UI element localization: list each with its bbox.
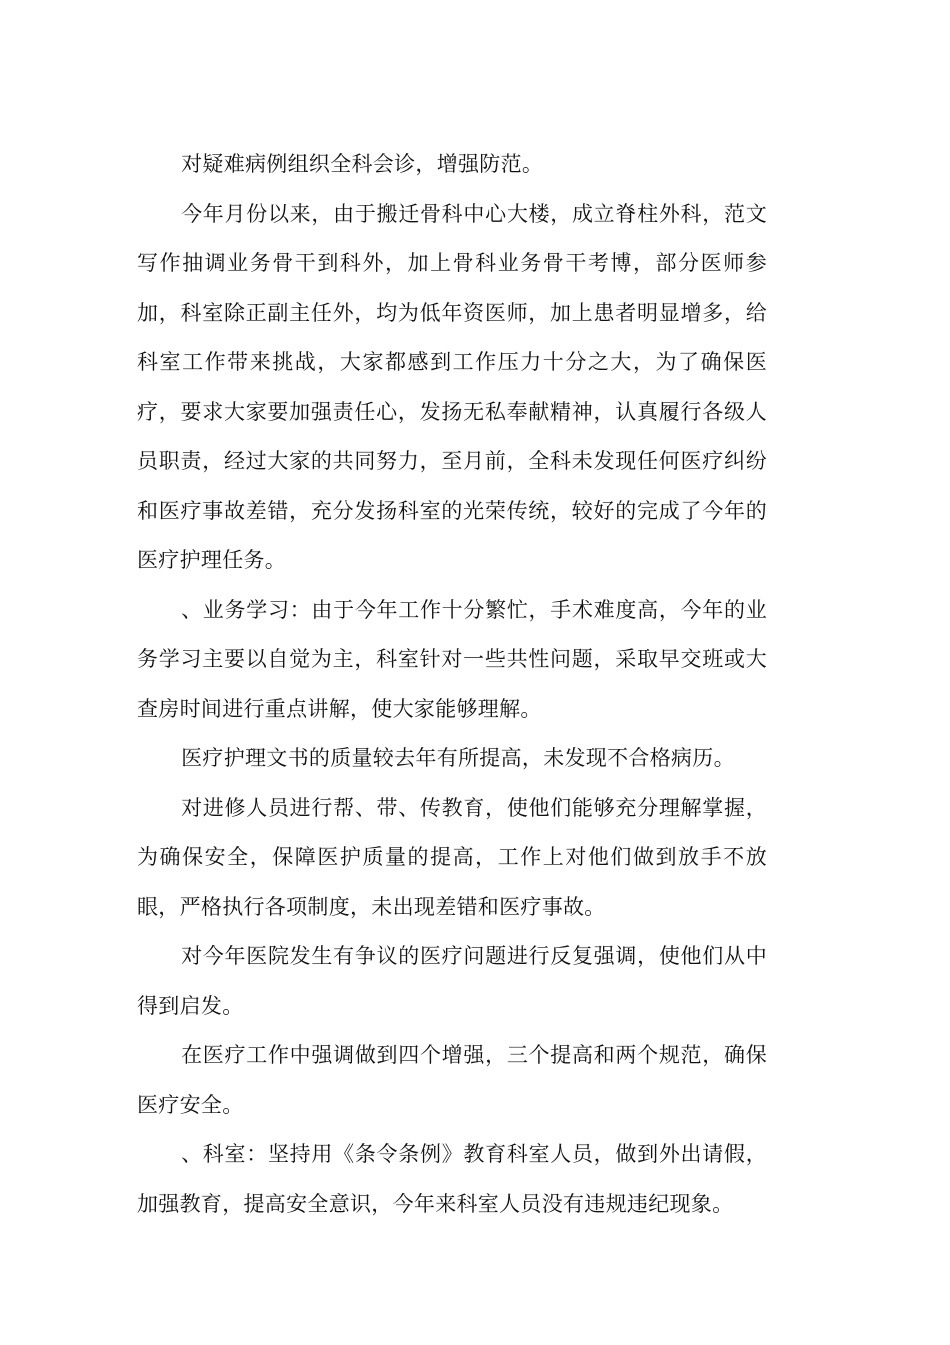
paragraph-trainee-education: 对进修人员进行帮、带、传教育，使他们能够充分理解掌握，为确保安全，保障医护质量的提高，工作上对他们做到放手不放眼，严格执行各项制度，未出现差错和医疗事故。 [137,795,767,919]
paragraph-safety-standards: 在医疗工作中强调做到四个增强，三个提高和两个规范，确保医疗安全。 [137,1043,767,1117]
document-body [137,140,767,1229]
paragraph-staffing-challenges: 今年月份以来，由于搬迁骨科中心大楼，成立脊柱外科，范文写作抽调业务骨干到科外，加上骨科业务骨干考博，部分医师参加，科室除正副主任外，均为低年资医师，加上患者明显增多，给科室工作带来挑战，大家都感到工作压力十分之大，为了确保医疗，要求大家要加强责任心，发扬无私奉献精神，认真履行各级人员职责，经过大家的共同努力，至月前，全科未发现任何医疗纠纷和医疗事故差错，充分发扬科室的光荣传统，较好的完成了今年的医疗护理任务。 [137,201,767,572]
paragraph-dispute-review: 对今年医院发生有争议的医疗问题进行反复强调，使他们从中得到启发。 [137,944,767,1018]
paragraph-business-study: 、业务学习：由于今年工作十分繁忙，手术难度高，今年的业务学习主要以自觉为主，科室针对一些共性问题，采取早交班或大查房时间进行重点讲解，使大家能够理解。 [137,597,767,721]
paragraph-consultation: 对疑难病例组织全科会诊，增强防范。 [181,152,544,176]
paragraph-medical-records: 医疗护理文书的质量较去年有所提高，未发现不合格病历。 [181,746,735,770]
paragraph-discipline: 、科室：坚持用《条令条例》教育科室人员，做到外出请假，加强教育，提高安全意识，今年来科室人员没有违规违纪现象。 [137,1142,767,1216]
